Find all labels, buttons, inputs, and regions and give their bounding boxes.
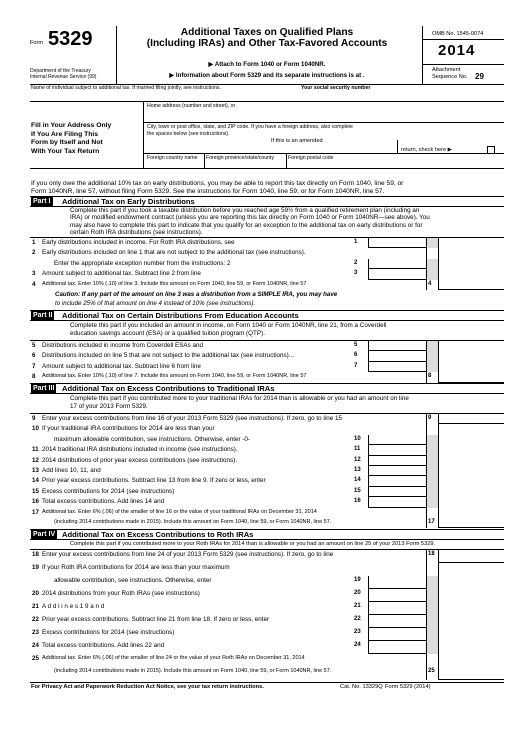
foreign-province-label: Foreign province/state/county [206,155,275,161]
line-text: Enter the appropriate exception number from the instructions: 2 [54,259,231,267]
form-line [30,476,504,486]
box-number: 24 [354,642,361,648]
shaded-cell [426,476,438,486]
column-rule [438,362,439,372]
omb-number: OMB No. 1545-0074 [432,31,484,37]
form-line [30,456,504,466]
attachment-label: Attachment [432,67,461,73]
line-number: 17 [32,508,39,516]
amount-input[interactable] [438,414,504,424]
line-number: 9 [32,415,36,422]
line-text: Excess contributions for 2014 (see instructions) [42,487,175,495]
box-number: 6 [354,352,358,359]
line-text: 2014 distributions of prior year excess contributions (see instructions). [42,456,237,464]
column-rule [438,563,439,576]
part-1-label: Part I [33,198,51,205]
column-rule [426,466,427,476]
shaded-cell [426,589,438,602]
shaded-cell [426,487,438,497]
column-rule [426,563,427,576]
form-line [30,424,504,434]
box-number: 16 [354,498,361,505]
amount-input[interactable] [438,518,504,528]
part-2-intro-line: education savings account (ESA) or a qualified tuition program (QTP). [70,330,265,337]
form-line [30,351,504,361]
column-rule [438,487,439,497]
part-4-title: Additional Tax on Excess Contributions to Roth IRAs [62,530,254,539]
line-number: 24 [32,642,39,649]
column-rule [426,424,427,434]
shaded-cell [426,628,438,641]
line-text: 2014 traditional IRA distributions included in income (see instructions). [42,446,238,454]
form-line [30,238,504,248]
amount-input[interactable] [368,466,426,476]
amount-input[interactable] [438,280,504,290]
column-rule [426,238,427,248]
line-number: 18 [32,551,39,558]
box-number: 14 [354,477,361,484]
fill-in-line: Fill in Your Address Only [31,122,112,129]
form-line [30,654,504,667]
part-2-intro [70,322,386,338]
amount-input[interactable] [368,456,426,466]
form-line [30,615,504,628]
amount-input[interactable] [368,238,426,248]
line-number: 2 [32,249,36,257]
line-number: 3 [32,270,36,278]
amount-input[interactable] [368,602,426,615]
form-line [30,372,504,382]
box-number: 9 [428,415,432,421]
amount-input[interactable] [368,341,426,351]
line-number: 6 [32,352,36,360]
column-rule [438,269,439,279]
column-rule [426,248,427,258]
form-header [0,0,530,90]
column-rule [426,667,427,680]
column-rule [426,351,427,361]
line-number: 25 [32,655,39,662]
part-3-label: Part III [33,385,55,392]
column-rule [426,576,427,589]
amount-input[interactable] [438,372,504,382]
column-rule [426,508,427,518]
amount-input[interactable] [368,259,426,269]
foreign-country-label: Foreign country name [147,155,198,161]
column-rule [426,362,427,372]
form-word: Form [30,40,44,46]
part-4-intro: Complete this part if you contributed more to your Roth IRAs for 2014 than is allowable or you had an amount on line 25 of your 2013 Form 5329. [70,541,436,547]
box-number: 13 [354,467,361,473]
form-line [30,269,504,279]
line-text: Additional tax. Enter 6% (.06) of the smaller of line 16 or the value of your traditional IRAs on December 31, 2014 [42,508,317,515]
name-input[interactable] [31,92,297,100]
shaded-cell [426,259,438,269]
box-number: 2 [354,259,358,266]
form-line [30,589,504,602]
amount-input[interactable] [368,445,426,455]
box-number: 19 [354,577,361,583]
ssn-label: Your social security number [301,85,371,91]
column-rule [426,476,427,486]
form-line [30,280,504,290]
form-line [30,487,504,497]
shaded-cell [426,466,438,476]
box-number: 21 [354,603,361,609]
shaded-cell [426,269,438,279]
column-rule [426,456,427,466]
column-rule [438,654,439,667]
column-rule [426,654,427,667]
line-text: allowable contribution, see instructions. Otherwise, enter [54,577,212,584]
amount-input[interactable] [368,628,426,641]
line-text: If your Roth IRA contributions for 2014 are less than your maximum [42,564,230,571]
amount-input[interactable] [368,362,426,372]
column-rule [438,414,439,424]
column-rule [438,466,439,476]
part-2-label: Part II [33,312,53,319]
line-text: A d d l i n e s 1 9 a n d [42,603,105,610]
shaded-cell [426,362,438,372]
form-line [30,259,504,269]
box-number: 23 [354,629,361,635]
line-text: Enter your excess contributions from line 16 of your 2013 Form 5329 (see instructions). If zero, go to line 15 [42,415,342,422]
column-rule [426,445,427,455]
sequence-number: 29 [475,72,484,81]
part-2-title: Additional Tax on Certain Distributions From Education Accounts [62,311,299,320]
shaded-cell [426,445,438,455]
line-text: If your traditional IRA contributions for 2014 are less than your [42,425,215,433]
line-number: 4 [32,280,36,288]
column-rule [438,259,439,269]
box-number: 17 [428,519,435,525]
home-address-label: Home address (number and street), or [147,103,236,109]
form-line [30,550,504,563]
shaded-cell [426,456,438,466]
amount-input[interactable] [368,435,426,445]
line-number: 22 [32,616,39,623]
column-rule [438,497,439,507]
dept-line-2: Internal Revenue Service (99) [30,74,97,80]
line-text: Distributions included on line 5 that are not subject to the additional tax (see instructions)... [42,352,295,360]
part-1-title: Additional Tax on Early Distributions [62,197,195,206]
line-number: 10 [32,425,39,433]
form-line [30,414,504,424]
amended-label: If this is an amended [271,138,323,144]
ssn-input[interactable] [301,92,501,100]
catalog-number: Cat. No. 13329Q [340,684,383,690]
part-1-intro-line: certain Roth IRA distributions (see instructions). [70,228,203,236]
shaded-cell [426,435,438,445]
part-1-intro-line: IRA) or modified endowment contract (unless you are reporting this tax directly on Form 1040 or Form 1040NR—see above). You [70,214,430,222]
amount-input[interactable] [368,615,426,628]
column-rule [438,576,439,589]
column-rule [426,435,427,445]
city-label-2: the spaces below (see instructions). [147,131,230,137]
line-number: 20 [32,590,39,597]
city-label: City, town or post office, state, and ZIP code. If you have a foreign address, also complete [147,124,353,130]
amount-input[interactable] [368,641,426,654]
part-2-intro-line: Complete this part if you included an amount in income, on Form 1040 or Form 1040NR, line 21, from a Coverdell [70,322,387,329]
box-number: 25 [428,668,435,674]
form-line [30,497,504,507]
column-rule [426,487,427,497]
column-rule [426,259,427,269]
amount-input[interactable] [368,476,426,486]
line-text: Excess contributions for 2014 (see instructions) [42,629,175,636]
form-line [30,518,504,528]
form-line [30,445,504,455]
box-number: 12 [354,456,361,463]
box-number: 4 [428,280,432,287]
shaded-cell [426,238,438,248]
column-rule [438,602,439,615]
form-line [30,508,504,518]
box-number: 7 [354,362,358,369]
column-rule [438,615,439,628]
column-rule [426,550,427,563]
dept-line-1: Department of the Treasury [30,68,91,74]
amended-check-label: return, check here ▶ [401,147,452,153]
shaded-cell [426,341,438,351]
column-rule [438,550,439,563]
fill-in-address-note [31,122,111,156]
amount-input[interactable] [438,550,504,563]
line-number: 5 [32,342,36,349]
form-number: 5329 [48,28,93,50]
box-number: 5 [354,342,358,348]
column-rule [426,497,427,507]
form-line [30,248,504,258]
privacy-notice: For Privacy Act and Paperwork Reduction Act Notice, see your tax return instructions. [31,684,264,690]
line-number: 7 [32,362,36,370]
line-text: 2014 distributions from your Roth IRAs (see instructions) [42,590,200,597]
line-number: 13 [32,467,39,474]
column-rule [426,628,427,641]
form-line [30,435,504,445]
column-rule [426,280,427,290]
box-number: 20 [354,590,361,596]
fill-in-line: If You Are Filing This [31,130,99,138]
column-rule [426,615,427,628]
form-line [30,602,504,615]
form-line [30,576,504,589]
column-rule [426,641,427,654]
line-number: 19 [32,564,39,571]
info-instruction: ▶ Information about Form 5329 and its separate instructions is at . [169,72,365,79]
amount-input[interactable] [438,667,504,680]
part-3-intro [70,395,409,411]
form-footer-ref: Form 5329 (2014) [385,684,431,690]
column-rule [426,414,427,424]
column-rule [438,456,439,466]
fill-in-line: Form by Itself and Not [31,139,103,147]
column-rule [438,476,439,486]
form-title-line-2: (Including IRAs) and Other Tax-Favored Accounts [146,38,388,49]
line-text: maximum allowable contribution, see instructions. Otherwise, enter -0- [54,435,250,443]
form-line [30,466,504,476]
tax-year: 2014 [438,42,476,59]
column-rule [426,518,427,528]
line-text: Amount subject to additional tax. Subtract line 2 from line [42,270,201,278]
part-1-intro-line: Complete this part if you took a taxable distribution before you reached age 59½ from a qualified retirement plan (including an [70,207,420,214]
amount-input[interactable] [368,589,426,602]
form-line [30,341,504,351]
form-line [30,667,504,680]
line-text: Total excess contributions. Add lines 22 and [42,642,165,649]
shaded-cell [426,615,438,628]
line-text: Amount subject to additional tax. Subtract line 6 from line [42,362,201,370]
box-number: 15 [354,487,361,494]
shaded-cell [426,576,438,589]
line-text: Add lines 10, 11, and [42,467,101,474]
amount-input[interactable] [368,269,426,279]
attach-instruction: ▶ Attach to Form 1040 or Form 1040NR. [208,61,326,68]
part-3-intro-line: 17 of your 2013 Form 5329. [70,403,148,410]
sequence-label: Sequence No. [432,74,468,80]
column-rule [438,508,439,518]
shaded-cell [426,351,438,361]
shaded-cell [426,602,438,615]
column-rule [438,351,439,361]
line-text: Early distributions included on line 1 that are not subject to the additional tax (see instructions). [42,249,306,257]
column-rule [438,248,439,258]
city-input[interactable] [145,140,395,150]
fill-in-line: With Your Tax Return [31,147,100,155]
box-number: 10 [354,435,361,442]
line-text: Enter your excess contributions from line 24 of your 2013 Form 5329 (see instructions). If zero, go to line [42,551,334,558]
column-rule [438,518,439,528]
line-text: Distributions included in income from Coverdell ESAs and [42,342,203,349]
form-line [30,362,504,372]
part-1-intro [70,207,430,236]
part-3-intro-line: Complete this part if you contributed more to your traditional IRAs for 2014 than is allowable or you had an amount on line [70,395,409,402]
part-4-label: Part IV [33,531,56,538]
column-rule [438,372,439,382]
form-line [30,641,504,654]
name-field-label: Name of individual subject to additional tax. If married filing jointly, see instructions. [31,85,221,91]
box-number: 1 [354,239,358,245]
caution-text-2: to include 25% of that amount on line 4 instead of 10% (see instructions). [55,300,256,307]
box-number: 3 [354,270,358,277]
column-rule [426,602,427,615]
column-rule [438,424,439,434]
line-text: (including 2014 contributions made in 2015). Include this amount on Form 1040, line 59, or Form 1040NR, line 57. [54,668,332,674]
column-rule [426,589,427,602]
column-rule [438,435,439,445]
column-rule [426,341,427,351]
form-title-line-1: Additional Taxes on Qualified Plans [180,27,354,38]
line-text: Additional tax. Enter 10% (.10) of line 3. Include this amount on Form 1040, line 59, or Form 1040NR, line 57 [42,280,307,287]
column-rule [426,269,427,279]
line-text: Prior year excess contributions. Subtract line 13 from line 9. If zero or less, enter [42,477,266,485]
amount-input[interactable] [368,487,426,497]
amount-input[interactable] [368,576,426,589]
shaded-cell [426,497,438,507]
line-number: 16 [32,498,39,506]
intro-line: If you only owe the additional 10% tax on early distributions, you may be able to report this tax directly on Form 1040, line 59, or [31,180,404,187]
line-number: 23 [32,629,39,636]
form-line [30,563,504,576]
home-address-input[interactable] [145,110,500,120]
box-number: 22 [354,616,361,622]
form-line [30,628,504,641]
line-text: Total excess contributions. Add lines 14 and [42,498,165,506]
column-rule [438,641,439,654]
part-1-intro-line: may also have to complete this part to indicate that you qualify for an exception to the additional tax on early distributions or for [70,221,423,229]
box-number: 8 [428,373,432,380]
column-rule [438,628,439,641]
column-rule [438,238,439,248]
amount-input[interactable] [368,351,426,361]
column-rule [438,280,439,290]
box-number: 11 [354,446,361,453]
column-rule [438,589,439,602]
column-rule [438,341,439,351]
line-number: 15 [32,487,39,495]
line-text: Additional tax. Enter 10% (.10) of line 7. Include this amount on Form 1040, line 59, or Form 1040NR, line 57 [42,373,307,380]
amount-input[interactable] [368,497,426,507]
intro-line: Form 1040NR, line 57, without filing Form 5329. See the instructions for Form 1040, line 59, or for Form 1040NR, line 57. [31,188,385,195]
column-rule [438,445,439,455]
line-number: 11 [32,446,39,454]
foreign-postal-label: Foreign postal code [288,155,334,161]
line-text: Additional tax. Enter 6% (.06) of the smaller of line 24 or the value of your Roth IRAs on December 31, 2014 [42,655,305,661]
line-text: (including 2014 contributions made in 2015). Include this amount on Form 1040, line 59, or Form 1040NR, line 57. [54,519,332,525]
line-number: 8 [32,373,36,381]
line-number: 14 [32,477,39,485]
column-rule [438,667,439,680]
line-text: Early distributions included in income. For Roth IRA distributions, see [42,239,235,246]
part-3-title: Additional Tax on Excess Contributions to Traditional IRAs [62,384,275,393]
column-rule [426,372,427,382]
box-number: 18 [428,551,435,557]
caution-text: Caution: If any part of the amount on line 3 was a distribution from a SIMPLE IRA, you may have [55,291,338,298]
line-text: Prior year excess contributions. Subtract line 21 from line 18. If zero or less, enter [42,616,270,623]
shaded-cell [426,641,438,654]
line-number: 12 [32,456,39,464]
line-number: 21 [32,603,39,610]
line-number: 1 [32,239,36,246]
